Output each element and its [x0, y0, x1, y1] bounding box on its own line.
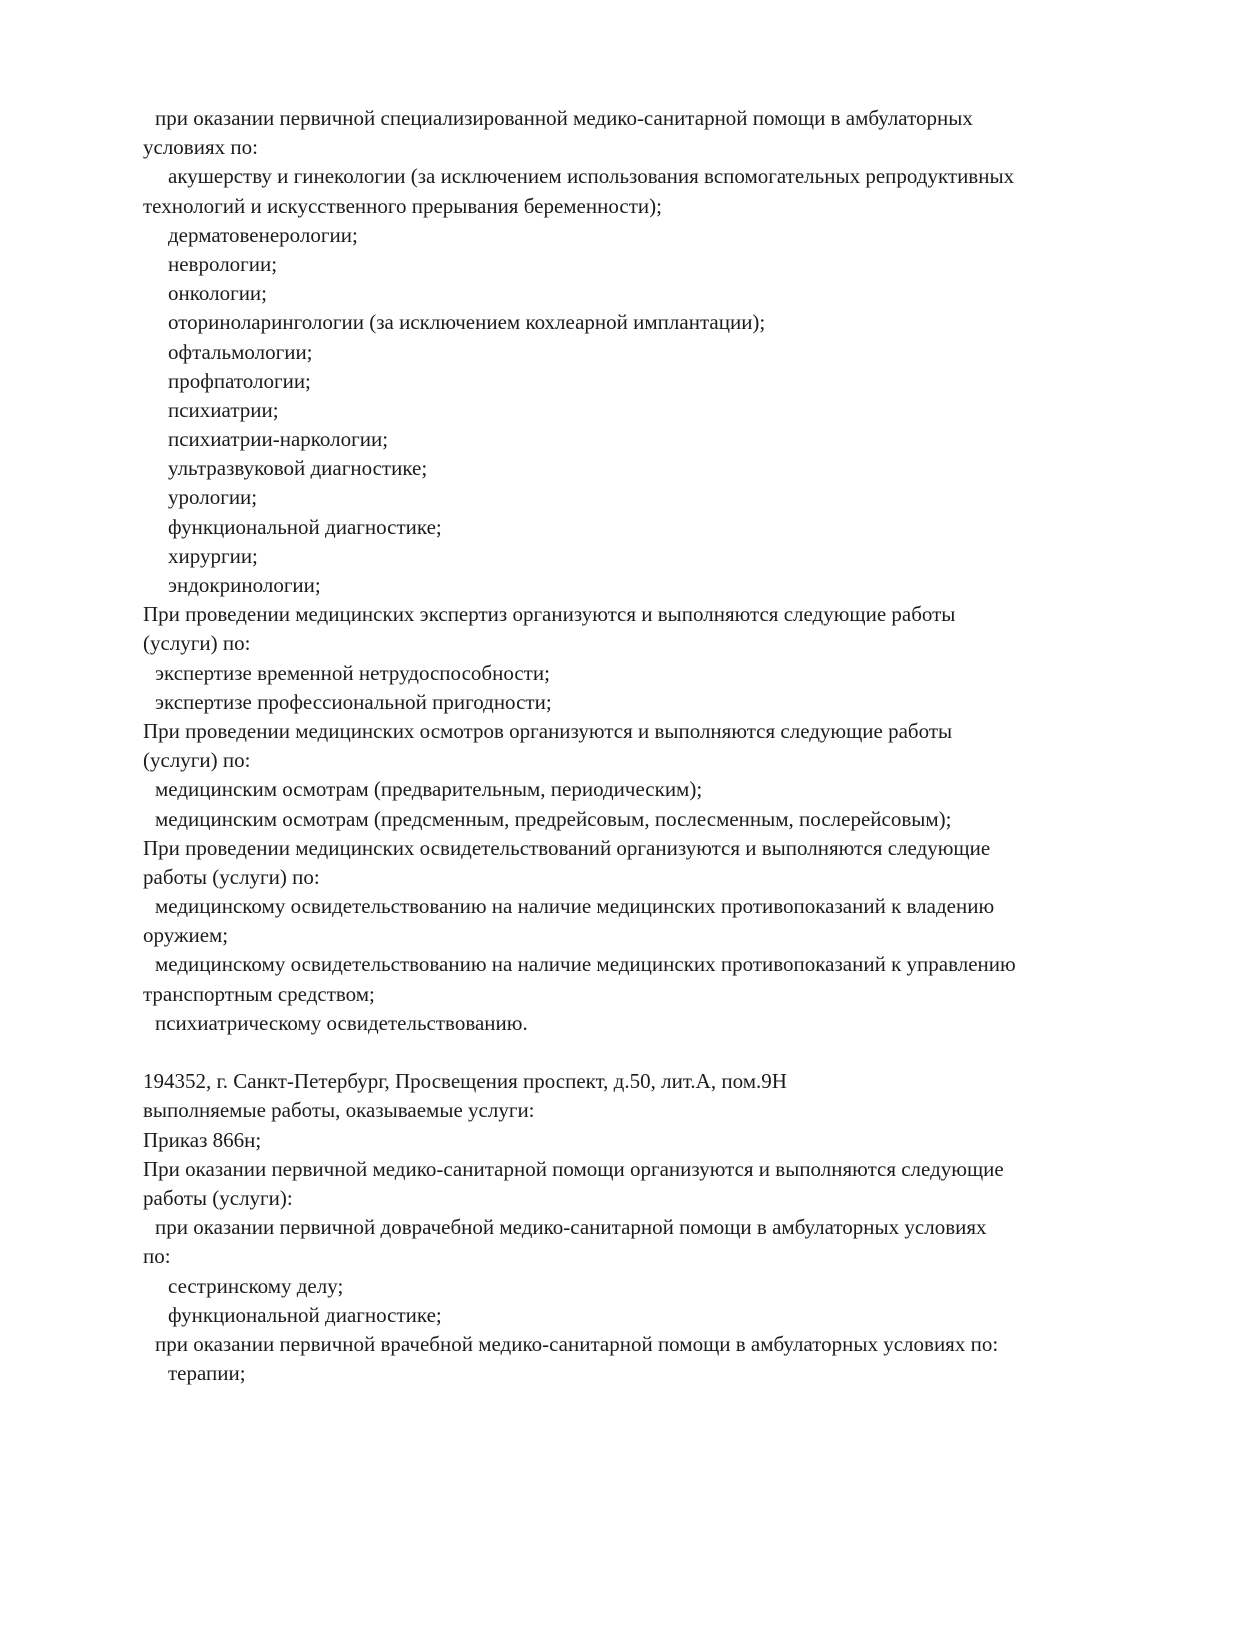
- text-line: При проведении медицинских освидетельствований организуются и выполняются следующие: [143, 835, 991, 860]
- text-line: психиатрическому освидетельствованию.: [155, 1010, 528, 1035]
- document-text: [143, 104, 1153, 1388]
- text-line: условиях по:: [143, 135, 258, 160]
- text-line: хирургии;: [168, 543, 258, 568]
- text-line: при оказании первичной специализированной медико-санитарной помощи в амбулаторных: [155, 106, 973, 130]
- text-line: медицинскому освидетельствованию на наличие медицинских противопоказаний к владению: [155, 894, 995, 919]
- text-line: профпатологии;: [168, 368, 311, 393]
- text-line: При оказании первичной медико-санитарной помощи организуются и выполняются следующие: [143, 1156, 1004, 1181]
- text-line: офтальмологии;: [168, 339, 313, 364]
- text-line: медицинским осмотрам (предсменным, предрейсовым, послесменным, послерейсовым);: [155, 806, 952, 831]
- blank-line: [143, 1038, 1153, 1067]
- text-line: сестринскому делу;: [168, 1273, 344, 1298]
- text-line: терапии;: [168, 1361, 246, 1386]
- text-line: при оказании первичной доврачебной медико-санитарной помощи в амбулаторных условиях: [155, 1215, 987, 1240]
- text-line: работы (услуги) по:: [143, 864, 320, 889]
- text-line: неврологии;: [168, 251, 278, 276]
- text-line: эндокринологии;: [168, 573, 321, 597]
- text-line: функциональной диагностике;: [168, 514, 442, 539]
- text-line: работы (услуги):: [143, 1185, 293, 1210]
- text-line: медицинскому освидетельствованию на наличие медицинских противопоказаний к управлению: [155, 952, 1016, 977]
- text-line: дерматовенерологии;: [168, 222, 358, 247]
- address-line: 194352, г. Санкт-Петербург, Просвещения проспект, д.50, лит.А, пом.9Н: [143, 1069, 787, 1094]
- text-line: онкологии;: [168, 281, 268, 306]
- text-line: экспертизе временной нетрудоспособности;: [155, 660, 550, 685]
- text-line: При проведении медицинских осмотров организуются и выполняются следующие работы: [143, 718, 953, 743]
- text-line: Приказ 866н;: [143, 1127, 262, 1152]
- text-line: выполняемые работы, оказываемые услуги:: [143, 1098, 535, 1123]
- text-line: (услуги) по:: [143, 631, 251, 656]
- text-line: транспортным средством;: [143, 981, 375, 1006]
- text-line: функциональной диагностике;: [168, 1302, 442, 1327]
- text-line: урологии;: [168, 485, 258, 510]
- text-line: оружием;: [143, 923, 229, 948]
- text-line: психиатрии;: [168, 397, 279, 422]
- text-line: психиатрии-наркологии;: [168, 427, 389, 452]
- text-line: (услуги) по:: [143, 748, 251, 773]
- text-line: технологий и искусственного прерывания беременности);: [143, 193, 662, 218]
- text-line: акушерству и гинекологии (за исключением использования вспомогательных репродуктивных: [168, 164, 1015, 189]
- text-line: оториноларингологии (за исключением кохлеарной имплантации);: [168, 310, 766, 335]
- text-line: при оказании первичной врачебной медико-санитарной помощи в амбулаторных условиях по:: [155, 1331, 999, 1356]
- text-line: медицинским осмотрам (предварительным, периодическим);: [155, 777, 703, 802]
- text-line: ультразвуковой диагностике;: [168, 456, 428, 481]
- text-line: экспертизе профессиональной пригодности;: [155, 689, 552, 714]
- text-line: по:: [143, 1244, 171, 1269]
- text-line: При проведении медицинских экспертиз организуются и выполняются следующие работы: [143, 602, 956, 627]
